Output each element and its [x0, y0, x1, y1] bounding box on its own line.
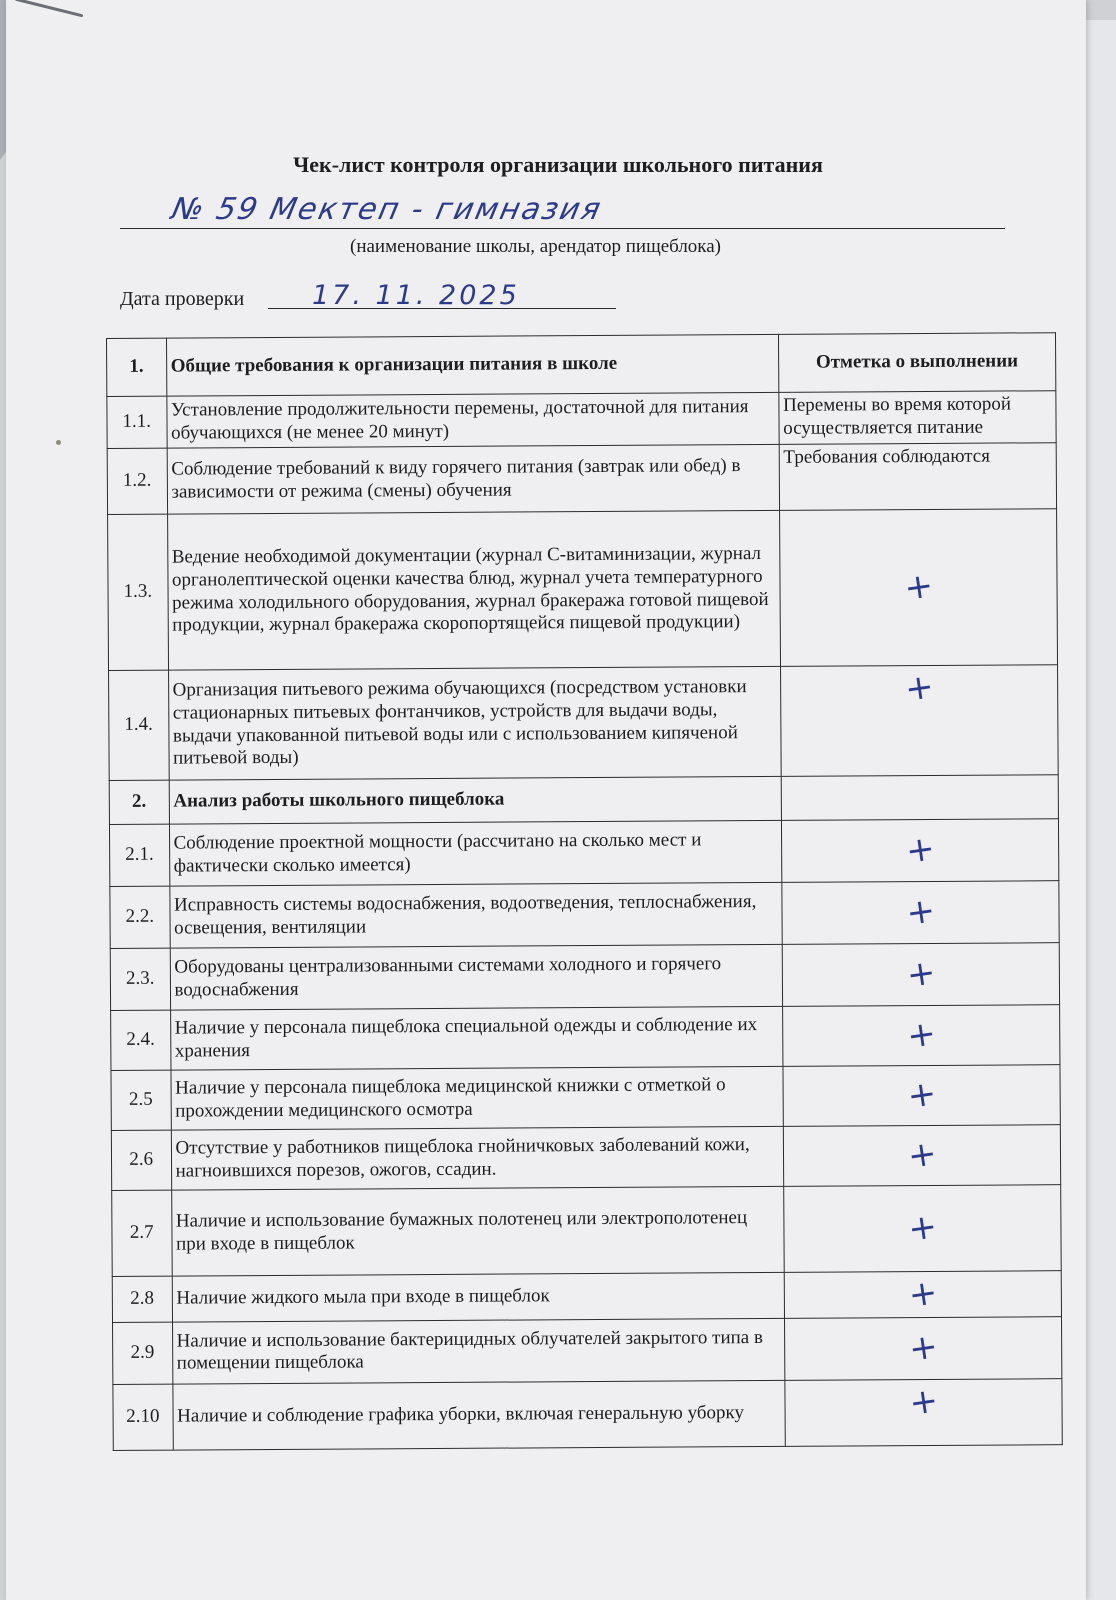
row-requirement: Соблюдение требований к виду горячего питания (завтрак или обед) в зависимости от режима (смены) обучения	[167, 444, 780, 514]
plus-check-icon: +	[904, 1073, 939, 1117]
table-row	[109, 819, 1058, 887]
inspection-date-handwritten: 17. 11. 2025	[312, 280, 520, 311]
row-requirement: Ведение необходимой документации (журнал С-витаминизации, журнал органолептической оценки качества блюд, журнал учета температурного режима холодильного оборудования, журнал бракеража готовой пищевой продукции, журнал бракеража скоропортящейся пищевой продукции)	[167, 510, 780, 670]
table-row	[111, 1005, 1060, 1071]
inspection-date-label: Дата проверки	[120, 288, 245, 310]
row-check-mark	[781, 881, 1059, 945]
row-requirement: Организация питьевого режима обучающихся (посредством установки стационарных питьевых фонтанчиков, устройств для выдачи воды, выдачи упакованной питьевой воды или с использованием кипяченой питьевой воды)	[168, 666, 781, 780]
table-row	[110, 943, 1059, 1011]
plus-check-icon: +	[905, 1272, 940, 1316]
table-row	[108, 509, 1058, 671]
row-number: 1.3.	[108, 514, 168, 670]
school-name-handwritten: № 59 Мектеп - гимназия	[168, 192, 606, 227]
row-requirement: Установление продолжительности перемены, достаточной для питания обучающихся (не менее 20 минут)	[166, 392, 778, 448]
section-number: 1.	[107, 338, 167, 396]
row-number: 1.1.	[107, 396, 167, 448]
row-check-mark	[782, 1005, 1060, 1067]
table-row	[110, 881, 1059, 949]
row-number: 2.6	[111, 1130, 171, 1190]
plus-check-icon: +	[903, 952, 938, 996]
row-number: 1.2.	[107, 448, 167, 514]
row-number: 2.9	[113, 1322, 173, 1384]
row-requirement: Отсутствие у работников пищеблока гнойничковых заболеваний кожи, нагноившихся порезов, ожогов, ссадин.	[171, 1126, 784, 1190]
mark-column-header: Отметка о выполнении	[778, 333, 1056, 393]
table-row	[111, 1125, 1060, 1191]
table-row	[112, 1271, 1061, 1323]
row-check-mark	[784, 1316, 1062, 1380]
row-requirement: Наличие и использование бумажных полотенец или электрополотенец при входе в пищеблок	[171, 1186, 784, 1276]
plus-check-icon: +	[905, 1206, 940, 1250]
plus-check-icon: +	[902, 828, 937, 872]
row-requirement: Наличие у персонала пищеблока медицинской книжки с отметкой о прохождении медицинского осмотра	[170, 1066, 783, 1130]
row-check-mark	[783, 1125, 1061, 1187]
plus-check-icon: +	[904, 1013, 939, 1057]
section-title: Анализ работы школьного пищеблока	[169, 776, 781, 824]
table-row	[112, 1185, 1062, 1277]
row-requirement: Наличие и соблюдение графика уборки, включая генеральную уборку	[172, 1380, 785, 1450]
row-mark-text: Перемены во время которой осуществляется питание	[779, 391, 1057, 445]
row-check-mark	[780, 665, 1058, 777]
row-requirement: Исправность системы водоснабжения, водоотведения, теплоснабжения, освещения, вентиляции	[169, 882, 782, 948]
row-number: 2.5	[111, 1070, 171, 1130]
row-number: 2.3.	[110, 948, 170, 1010]
plus-check-icon: +	[903, 890, 938, 934]
section-title: Общие требования к организации питания в школе	[166, 334, 778, 396]
row-requirement: Наличие и использование бактерицидных облучателей закрытого типа в помещении пищеблока	[172, 1318, 785, 1384]
plus-check-icon: +	[901, 666, 936, 710]
plus-check-icon: +	[904, 1133, 939, 1177]
section-mark-empty	[781, 775, 1059, 821]
plus-check-icon: +	[901, 565, 936, 609]
table-row	[111, 1065, 1060, 1131]
school-name-caption: (наименование школы, арендатор пищеблока)	[350, 236, 722, 257]
row-mark-text: Требования соблюдаются	[779, 443, 1057, 511]
document-title: Чек-лист контроля организации школьного питания	[293, 152, 823, 177]
row-check-mark	[782, 943, 1060, 1007]
row-check-mark	[783, 1185, 1061, 1273]
section-number: 2.	[109, 780, 169, 824]
school-name-line	[120, 228, 1005, 229]
section-header-row	[107, 333, 1056, 397]
row-check-mark	[783, 1065, 1061, 1127]
plus-check-icon: +	[905, 1326, 940, 1370]
staple-mark	[15, 0, 84, 17]
row-number: 2.1.	[109, 824, 169, 886]
row-number: 2.4.	[111, 1010, 171, 1070]
row-requirement: Наличие жидкого мыла при входе в пищеблок	[172, 1272, 784, 1322]
row-number: 2.10	[113, 1384, 173, 1450]
checklist-table	[106, 332, 1063, 1451]
section-header-row	[109, 775, 1058, 825]
table-row	[113, 1316, 1062, 1384]
table-row	[113, 1378, 1062, 1450]
table-row	[107, 443, 1056, 515]
row-check-mark	[781, 819, 1059, 883]
table-row	[107, 391, 1056, 449]
row-number: 2.8	[112, 1276, 172, 1322]
plus-check-icon: +	[906, 1379, 941, 1424]
row-number: 2.2.	[110, 886, 170, 948]
table-row	[109, 665, 1059, 781]
row-requirement: Соблюдение проектной мощности (рассчитано на сколько мест и фактически сколько имеется)	[169, 820, 782, 886]
row-requirement: Наличие у персонала пищеблока специальной одежды и соблюдение их хранения	[170, 1006, 783, 1070]
row-number: 2.7	[112, 1190, 172, 1276]
row-requirement: Оборудованы централизованными системами холодного и горячего водоснабжения	[170, 944, 783, 1010]
row-check-mark	[784, 1271, 1062, 1318]
paper-speck	[56, 440, 61, 445]
row-check-mark	[779, 509, 1057, 667]
row-number: 1.4.	[109, 670, 169, 780]
row-check-mark	[785, 1378, 1063, 1446]
